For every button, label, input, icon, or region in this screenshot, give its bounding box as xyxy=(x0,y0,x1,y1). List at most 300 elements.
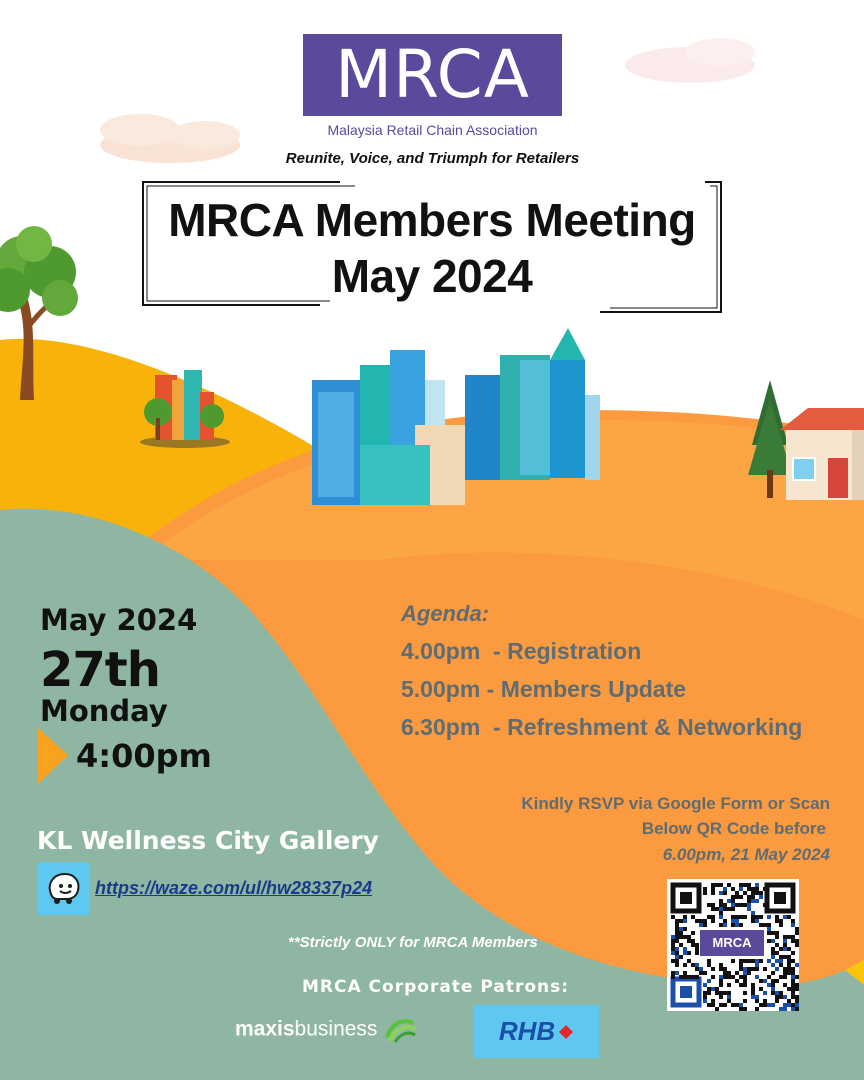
qr-module xyxy=(671,947,675,951)
qr-module xyxy=(755,959,759,963)
qr-module xyxy=(719,979,723,983)
qr-module xyxy=(791,967,795,971)
qr-module xyxy=(771,963,775,967)
qr-module xyxy=(731,923,735,927)
qr-module xyxy=(711,903,715,907)
qr-module xyxy=(787,955,791,959)
qr-module xyxy=(775,999,779,1003)
qr-module xyxy=(779,923,783,927)
qr-module xyxy=(743,983,747,987)
qr-module xyxy=(719,963,723,967)
qr-module xyxy=(747,887,751,891)
qr-module xyxy=(783,939,787,943)
qr-module xyxy=(679,955,683,959)
qr-module xyxy=(771,931,775,935)
qr-module xyxy=(719,883,723,887)
qr-module xyxy=(787,967,791,971)
qr-module xyxy=(711,919,715,923)
qr-module xyxy=(731,899,735,903)
qr-module xyxy=(743,891,747,895)
qr-module xyxy=(795,999,799,1003)
qr-module xyxy=(715,987,719,991)
qr-module xyxy=(763,991,767,995)
qr-module xyxy=(719,911,723,915)
qr-module xyxy=(783,935,787,939)
qr-module xyxy=(787,915,791,919)
qr-module xyxy=(671,971,675,975)
qr-module xyxy=(791,971,795,975)
qr-module xyxy=(755,999,759,1003)
qr-module xyxy=(791,923,795,927)
qr-module xyxy=(743,959,747,963)
qr-module xyxy=(671,975,675,979)
qr-module xyxy=(755,1007,759,1011)
qr-module xyxy=(755,915,759,919)
qr-module xyxy=(747,883,751,887)
qr-module xyxy=(683,935,687,939)
qr-module xyxy=(679,975,683,979)
qr-module xyxy=(779,947,783,951)
qr-module xyxy=(795,1007,799,1011)
qr-module xyxy=(767,939,771,943)
qr-module xyxy=(707,987,711,991)
qr-module xyxy=(755,919,759,923)
qr-module xyxy=(771,947,775,951)
qr-module xyxy=(719,891,723,895)
qr-module xyxy=(731,1003,735,1007)
qr-module xyxy=(699,919,703,923)
waze-icon[interactable] xyxy=(37,862,90,915)
rsvp-deadline: 6.00pm, 21 May 2024 xyxy=(662,845,830,864)
qr-module xyxy=(711,891,715,895)
qr-module xyxy=(743,999,747,1003)
qr-module xyxy=(723,891,727,895)
qr-module xyxy=(723,923,727,927)
qr-module xyxy=(703,923,707,927)
qr-module xyxy=(723,903,727,907)
qr-module xyxy=(771,987,775,991)
qr-module xyxy=(671,939,675,943)
qr-module xyxy=(683,951,687,955)
qr-module xyxy=(679,927,683,931)
rsvp-line-2: Below QR Code before xyxy=(641,819,826,838)
qr-module xyxy=(715,1007,719,1011)
qr-module xyxy=(711,999,715,1003)
qr-module xyxy=(751,919,755,923)
qr-module xyxy=(727,975,731,979)
qr-module xyxy=(783,1007,787,1011)
qr-module xyxy=(771,971,775,975)
qr-module xyxy=(751,899,755,903)
qr-module xyxy=(695,919,699,923)
qr-module xyxy=(739,903,743,907)
qr-module xyxy=(723,1003,727,1007)
qr-module xyxy=(755,883,759,887)
title-line-2: May 2024 xyxy=(331,250,533,302)
qr-module xyxy=(763,923,767,927)
qr-module xyxy=(683,971,687,975)
qr-module xyxy=(727,899,731,903)
qr-module xyxy=(687,975,691,979)
qr-module xyxy=(675,947,679,951)
qr-module xyxy=(735,895,739,899)
qr-module xyxy=(791,987,795,991)
qr-module xyxy=(775,943,779,947)
qr-module xyxy=(795,927,799,931)
qr-module xyxy=(703,891,707,895)
qr-module xyxy=(691,931,695,935)
qr-module xyxy=(791,1007,795,1011)
qr-module xyxy=(719,899,723,903)
qr-module xyxy=(743,979,747,983)
qr-module xyxy=(775,959,779,963)
qr-module xyxy=(683,963,687,967)
logo-mark: MRCA xyxy=(335,36,530,113)
qr-module xyxy=(707,903,711,907)
qr-module xyxy=(675,955,679,959)
qr-module xyxy=(715,907,719,911)
qr-module xyxy=(743,915,747,919)
date-weekday: Monday xyxy=(40,694,168,728)
qr-module xyxy=(751,987,755,991)
qr-module xyxy=(691,939,695,943)
cloud-right xyxy=(625,38,755,83)
waze-link[interactable]: https://waze.com/ul/hw28337p24 xyxy=(95,878,373,898)
qr-module xyxy=(775,919,779,923)
qr-module xyxy=(759,915,763,919)
patrons-heading: MRCA Corporate Patrons: xyxy=(302,977,570,997)
agenda-item: 5.00pm - Members Update xyxy=(401,676,687,702)
qr-module xyxy=(791,995,795,999)
qr-module xyxy=(707,991,711,995)
qr-module xyxy=(783,967,787,971)
qr-module xyxy=(675,935,679,939)
date-time: 4:00pm xyxy=(76,737,212,775)
qr-module xyxy=(711,987,715,991)
qr-module xyxy=(783,955,787,959)
qr-module xyxy=(775,931,779,935)
qr-module xyxy=(755,975,759,979)
qr-module xyxy=(723,919,727,923)
qr-module xyxy=(767,915,771,919)
qr-module xyxy=(687,935,691,939)
title-line-1: MRCA Members Meeting xyxy=(168,194,696,246)
qr-module xyxy=(771,991,775,995)
qr-module xyxy=(731,959,735,963)
qr-module xyxy=(739,895,743,899)
qr-module xyxy=(735,891,739,895)
qr-module xyxy=(675,931,679,935)
qr-module xyxy=(755,967,759,971)
date-day: 27th xyxy=(40,642,160,698)
qr-module xyxy=(723,975,727,979)
qr-module xyxy=(675,959,679,963)
qr-module xyxy=(767,923,771,927)
qr-module xyxy=(735,979,739,983)
qr-module xyxy=(783,983,787,987)
house-right xyxy=(780,408,864,500)
qr-center-logo: MRCA xyxy=(700,930,764,956)
qr-module xyxy=(739,915,743,919)
qr-module xyxy=(719,967,723,971)
qr-module xyxy=(675,951,679,955)
qr-module xyxy=(755,887,759,891)
qr-module xyxy=(727,971,731,975)
qr-module xyxy=(739,975,743,979)
qr-module xyxy=(675,971,679,975)
qr-module xyxy=(735,971,739,975)
qr-module xyxy=(675,963,679,967)
qr-module xyxy=(779,1007,783,1011)
qr-module xyxy=(703,991,707,995)
qr-module xyxy=(727,995,731,999)
qr-module xyxy=(703,887,707,891)
qr-module xyxy=(691,915,695,919)
qr-module xyxy=(759,923,763,927)
qr-module xyxy=(775,915,779,919)
qr-module xyxy=(711,975,715,979)
qr-module xyxy=(743,1007,747,1011)
qr-module xyxy=(679,919,683,923)
qr-module xyxy=(767,975,771,979)
qr-module xyxy=(795,995,799,999)
qr-module xyxy=(691,963,695,967)
qr-module xyxy=(791,959,795,963)
qr-module xyxy=(787,935,791,939)
qr-module xyxy=(751,967,755,971)
qr-module xyxy=(687,939,691,943)
qr-module xyxy=(791,939,795,943)
qr-module xyxy=(779,991,783,995)
qr-module xyxy=(719,907,723,911)
qr-module xyxy=(751,911,755,915)
qr-module xyxy=(743,883,747,887)
qr-module xyxy=(727,883,731,887)
qr-module xyxy=(795,975,799,979)
qr-module xyxy=(755,963,759,967)
mrca-logo xyxy=(303,34,562,116)
qr-module xyxy=(723,887,727,891)
qr-module xyxy=(791,935,795,939)
qr-module xyxy=(771,939,775,943)
rhb-wordmark: RHB xyxy=(498,1016,556,1046)
qr-module xyxy=(683,975,687,979)
qr-module xyxy=(671,959,675,963)
qr-module xyxy=(671,943,675,947)
maxis-swirl-icon xyxy=(383,1017,417,1043)
qr-module xyxy=(727,983,731,987)
qr-module xyxy=(767,927,771,931)
qr-module xyxy=(759,1003,763,1007)
qr-module xyxy=(791,919,795,923)
qr-module xyxy=(711,883,715,887)
qr-module xyxy=(735,1003,739,1007)
qr-module xyxy=(783,971,787,975)
qr-module xyxy=(675,919,679,923)
qr-module xyxy=(683,947,687,951)
qr-module xyxy=(719,975,723,979)
qr-module xyxy=(739,1003,743,1007)
qr-module xyxy=(695,947,699,951)
qr-module xyxy=(723,991,727,995)
qr-module xyxy=(787,947,791,951)
qr-module xyxy=(775,951,779,955)
qr-module xyxy=(731,887,735,891)
qr-module xyxy=(795,1003,799,1007)
qr-module xyxy=(675,927,679,931)
qr-module xyxy=(751,895,755,899)
qr-module xyxy=(763,979,767,983)
qr-module xyxy=(795,963,799,967)
venue-name: KL Wellness City Gallery xyxy=(37,826,379,855)
qr-module xyxy=(707,959,711,963)
qr-module xyxy=(715,883,719,887)
qr-module xyxy=(763,967,767,971)
agenda-item: 6.30pm - Refreshment & Networking xyxy=(401,714,803,740)
qr-module xyxy=(747,903,751,907)
qr-module xyxy=(739,983,743,987)
qr-module xyxy=(727,907,731,911)
qr-module xyxy=(703,995,707,999)
qr-module xyxy=(779,975,783,979)
qr-module xyxy=(763,903,767,907)
qr-module xyxy=(687,951,691,955)
qr-module xyxy=(791,951,795,955)
qr-module xyxy=(767,1003,771,1007)
qr-module xyxy=(707,963,711,967)
agenda-item: 4.00pm - Registration xyxy=(401,638,642,664)
qr-module xyxy=(739,883,743,887)
qr-module xyxy=(711,1003,715,1007)
qr-module xyxy=(751,915,755,919)
maxis-business-logo xyxy=(235,1017,417,1043)
qr-module xyxy=(695,963,699,967)
qr-module xyxy=(775,995,779,999)
qr-module xyxy=(739,963,743,967)
qr-module xyxy=(739,967,743,971)
qr-module xyxy=(763,887,767,891)
qr-module xyxy=(775,935,779,939)
qr-module xyxy=(731,915,735,919)
qr-module xyxy=(719,923,723,927)
qr-module xyxy=(735,919,739,923)
qr-module xyxy=(747,899,751,903)
qr-module xyxy=(743,967,747,971)
qr-module xyxy=(739,923,743,927)
qr-module xyxy=(719,915,723,919)
qr-module xyxy=(759,979,763,983)
qr-module xyxy=(787,959,791,963)
qr-module xyxy=(723,967,727,971)
qr-module xyxy=(699,923,703,927)
qr-module xyxy=(719,903,723,907)
qr-module xyxy=(711,915,715,919)
qr-module xyxy=(767,983,771,987)
qr-module xyxy=(723,907,727,911)
qr-module xyxy=(707,915,711,919)
qr-module xyxy=(675,923,679,927)
qr-module xyxy=(751,887,755,891)
qr-module xyxy=(779,919,783,923)
qr-module xyxy=(795,931,799,935)
qr-module xyxy=(767,959,771,963)
maxis-wordmark-bold: maxis xyxy=(235,1017,295,1041)
rhb-logo xyxy=(474,1005,599,1058)
qr-module xyxy=(719,995,723,999)
qr-module xyxy=(691,943,695,947)
agenda-heading: Agenda: xyxy=(401,601,489,626)
qr-module xyxy=(791,991,795,995)
qr-module xyxy=(787,1003,791,1007)
qr-module xyxy=(731,907,735,911)
qr-module xyxy=(731,895,735,899)
qr-module xyxy=(743,991,747,995)
qr-module xyxy=(719,1003,723,1007)
qr-module xyxy=(739,959,743,963)
qr-module xyxy=(759,987,763,991)
qr-module xyxy=(751,959,755,963)
qr-module xyxy=(747,895,751,899)
qr-module xyxy=(787,963,791,967)
qr-module xyxy=(735,903,739,907)
qr-module xyxy=(695,951,699,955)
qr-module xyxy=(759,891,763,895)
qr-module xyxy=(739,1007,743,1011)
qr-module xyxy=(795,939,799,943)
qr-module xyxy=(747,959,751,963)
qr-module xyxy=(771,983,775,987)
qr-module xyxy=(743,975,747,979)
qr-module xyxy=(771,1003,775,1007)
qr-module xyxy=(783,995,787,999)
qr-module xyxy=(779,955,783,959)
qr-module xyxy=(735,915,739,919)
qr-module xyxy=(787,999,791,1003)
qr-module xyxy=(727,991,731,995)
qr-module xyxy=(711,967,715,971)
rsvp-line-1: Kindly RSVP via Google Form or Scan xyxy=(521,794,830,813)
qr-module xyxy=(767,931,771,935)
qr-module xyxy=(791,975,795,979)
logo-subtitle: Malaysia Retail Chain Association xyxy=(327,122,538,138)
qr-module xyxy=(731,975,735,979)
qr-module xyxy=(679,931,683,935)
qr-module xyxy=(775,991,779,995)
qr-module xyxy=(679,943,683,947)
qr-module xyxy=(795,943,799,947)
qr-module xyxy=(763,1003,767,1007)
qr-module xyxy=(691,975,695,979)
qr-module xyxy=(675,939,679,943)
qr-module xyxy=(787,987,791,991)
qr-module xyxy=(747,967,751,971)
qr-module xyxy=(791,1003,795,1007)
qr-module xyxy=(755,891,759,895)
maxis-wordmark-rest: business xyxy=(294,1017,378,1041)
qr-module xyxy=(671,935,675,939)
qr-module xyxy=(723,971,727,975)
qr-module xyxy=(763,999,767,1003)
qr-module xyxy=(775,979,779,983)
qr-module xyxy=(743,971,747,975)
qr-module xyxy=(695,975,699,979)
qr-module xyxy=(683,915,687,919)
qr-module xyxy=(703,919,707,923)
qr-module xyxy=(783,947,787,951)
qr-module xyxy=(743,903,747,907)
qr-module xyxy=(707,979,711,983)
qr-module xyxy=(791,983,795,987)
